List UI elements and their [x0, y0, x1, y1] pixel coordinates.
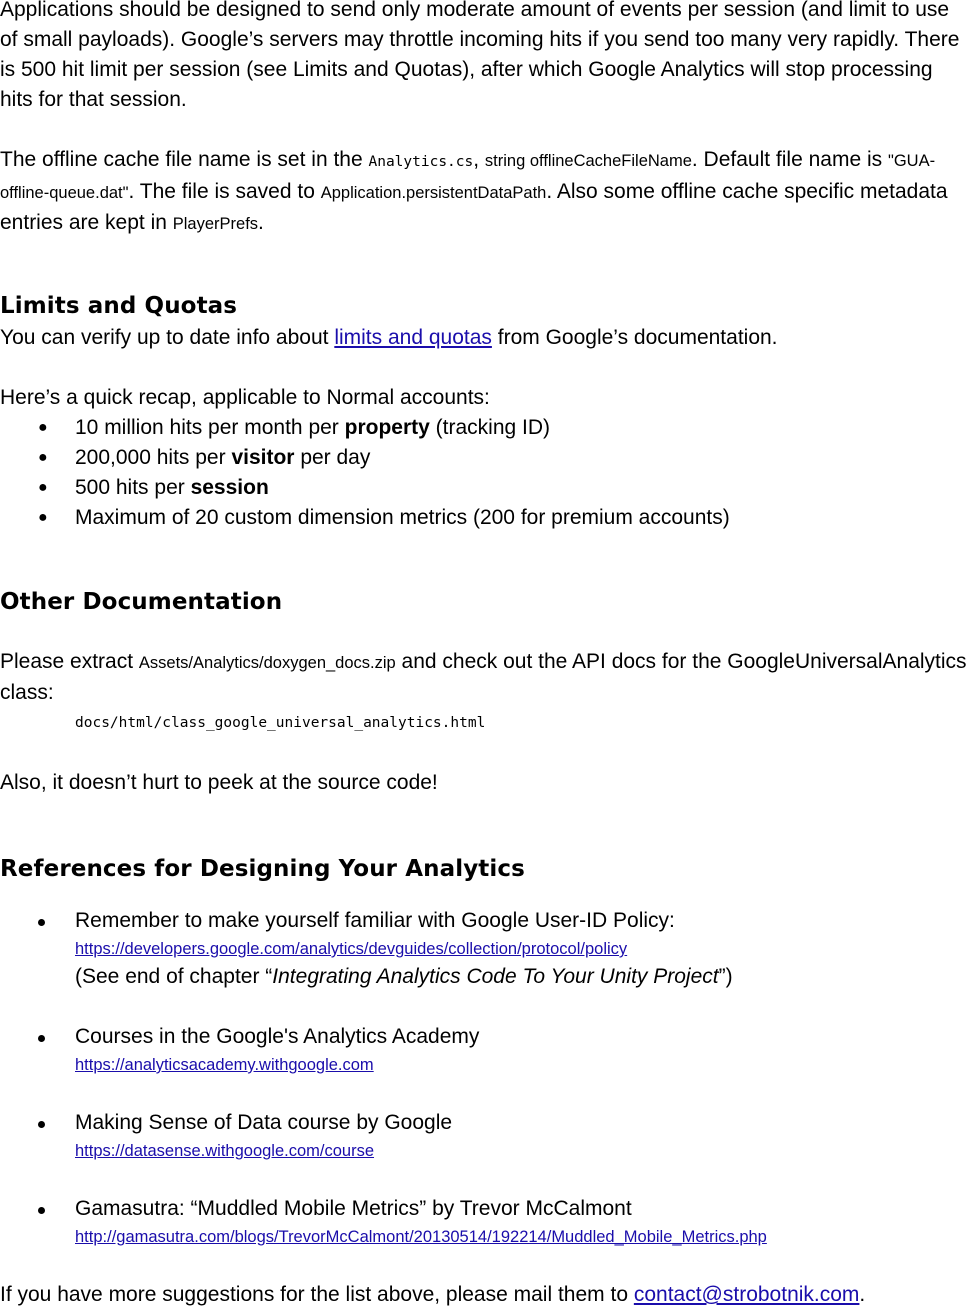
text-span: (See end of chapter “ [75, 965, 273, 988]
reference-title: Remember to make yourself familiar with Google User-ID Policy: [75, 909, 675, 932]
reference-title: Making Sense of Data course by Google [75, 1111, 453, 1134]
chapter-title: Integrating Analytics Code To Your Unity Project [272, 965, 719, 988]
list-item [0, 1022, 971, 1078]
text-span: 10 million hits per month per [75, 416, 345, 439]
text-span: . [258, 211, 264, 234]
limits-list [0, 413, 971, 533]
default-file-name: "GUA-offline-queue.dat" [0, 152, 936, 202]
limits-recap: Here’s a quick recap, applicable to Normal accounts: [0, 386, 490, 409]
source-code-note: Also, it doesn’t hurt to peek at the source code! [0, 771, 438, 794]
text-span: The offline cache file name is set in the [0, 148, 369, 171]
text-span: If you have more suggestions for the list above, please mail them to [0, 1283, 634, 1306]
reference-link[interactable]: https://developers.google.com/analytics/devguides/collection/protocol/policy [75, 940, 628, 958]
text-span: . Default file name is [691, 148, 888, 171]
references-list [0, 906, 971, 1250]
contact-email-link[interactable]: contact@strobotnik.com [633, 1283, 860, 1306]
text-span: . The file is saved to [128, 180, 321, 203]
list-item [0, 413, 971, 443]
text-span: , [473, 148, 485, 171]
list-item [0, 1108, 971, 1164]
text-span: and check out the API docs for the GoogleUniversalAnalytics class: [0, 650, 967, 704]
other-documentation-heading: Other Documentation [0, 589, 283, 615]
list-item [0, 443, 971, 473]
offline-cache-field: string offlineCacheFileName [484, 152, 692, 170]
analytics-cs-code: Analytics.cs [368, 154, 474, 170]
intro-paragraph: Applications should be designed to send only moderate amount of events per session (and limit to use of small payloads). Google’s servers may throttle incoming hits if you send too many very rapidly. There is 500 hit limit per session (see Limits and Quotas), after which Google Analytics will stop processing hits for that session. [0, 0, 960, 111]
persistent-data-path: Application.persistentDataPath [320, 184, 547, 202]
bold-term: property [344, 416, 430, 439]
text-span: 200,000 hits per [75, 446, 232, 469]
text-span: 500 hits per [75, 476, 191, 499]
player-prefs: PlayerPrefs [172, 215, 259, 233]
text-span: . Also some offline cache specific metadata entries are kept in [0, 180, 948, 234]
text-span: . [859, 1283, 866, 1306]
limits-verify-paragraph [0, 323, 971, 353]
references-heading: References for Designing Your Analytics [0, 856, 525, 882]
text-span: (tracking ID) [429, 416, 551, 439]
limits-heading: Limits and Quotas [0, 293, 238, 319]
reference-link[interactable]: http://gamasutra.com/blogs/TrevorMcCalmont/20130514/192214/Muddled_Mobile_Metrics.php [75, 1228, 767, 1246]
list-item: ● Maximum of 20 custom dimension metrics (200 for premium accounts) [0, 503, 971, 533]
text-span: You can verify up to date info about [0, 326, 335, 349]
reference-title: Courses in the Google's Analytics Academy [75, 1025, 480, 1048]
list-item [0, 473, 971, 503]
text-span: from Google’s documentation. [491, 326, 778, 349]
list-item [0, 906, 971, 992]
text-span: ”) [718, 965, 733, 988]
reference-note [75, 965, 733, 988]
bold-term: session [190, 476, 269, 499]
api-docs-path: docs/html/class_google_universal_analytics.html [75, 715, 486, 731]
text-span: per day [294, 446, 371, 469]
doxygen-zip-path: Assets/Analytics/doxygen_docs.zip [138, 654, 396, 672]
extract-paragraph [0, 647, 971, 708]
limits-and-quotas-link[interactable]: limits and quotas [334, 326, 492, 349]
list-item [0, 1194, 971, 1250]
reference-link[interactable]: https://analyticsacademy.withgoogle.com [75, 1056, 374, 1074]
text-span: Please extract [0, 650, 139, 673]
bold-term: visitor [231, 446, 295, 469]
reference-link[interactable]: https://datasense.withgoogle.com/course [75, 1142, 375, 1160]
offline-cache-paragraph [0, 145, 971, 239]
reference-title: Gamasutra: “Muddled Mobile Metrics” by Trevor McCalmont [75, 1197, 632, 1220]
